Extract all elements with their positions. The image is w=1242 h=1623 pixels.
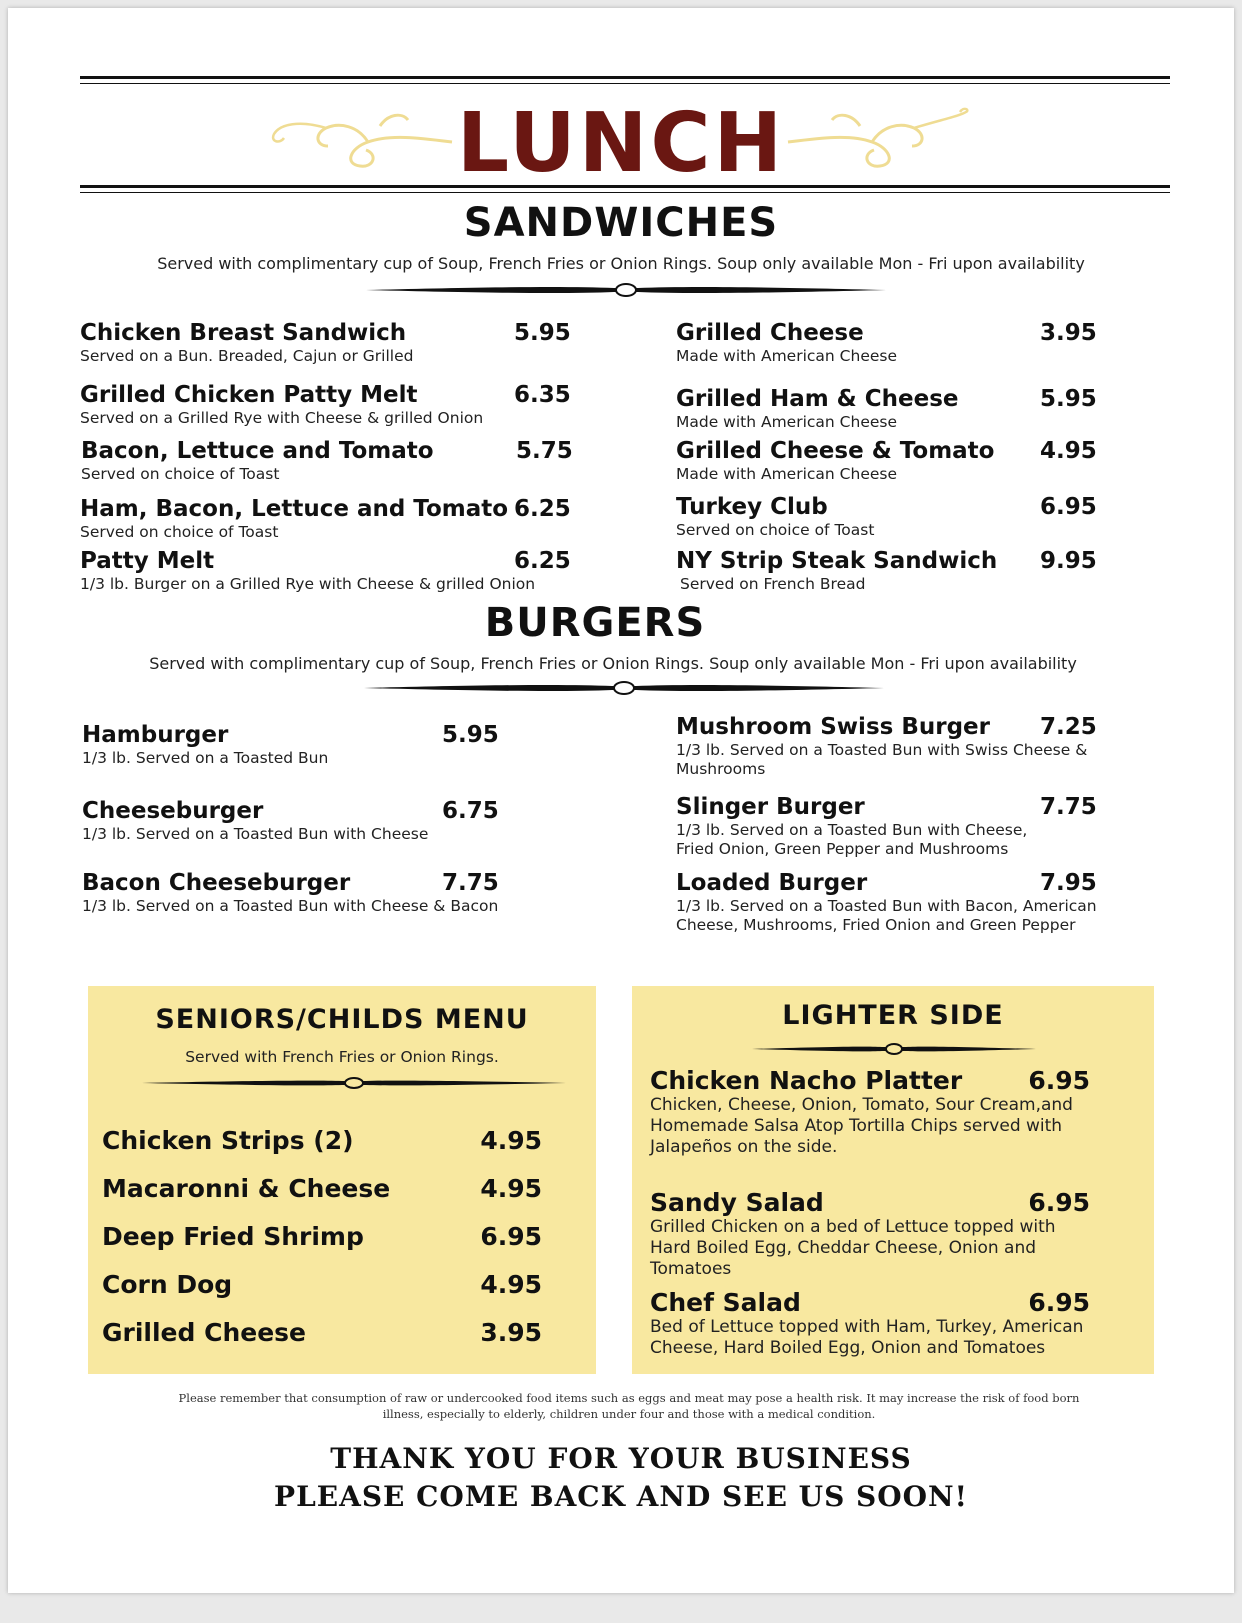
- thanks-line-2: PLEASE COME BACK AND SEE US SOON!: [274, 1480, 968, 1513]
- sandwiches-title: SANDWICHES: [463, 200, 779, 246]
- item-price: 4.95: [480, 1270, 542, 1299]
- sandwiches-note: Served with complimentary cup of Soup, French Fries or Onion Rings. Soup only available Mon - Fri upon availability: [157, 254, 1085, 273]
- seniors-item: [102, 1318, 542, 1347]
- item-name: Deep Fried Shrimp: [102, 1222, 364, 1251]
- item-name: Grilled Cheese: [676, 320, 864, 346]
- item-desc: Served on choice of Toast: [81, 465, 280, 483]
- item-desc: Made with American Cheese: [676, 465, 898, 483]
- seniors-item: [102, 1270, 542, 1299]
- item-price: 6.95: [1028, 1066, 1090, 1095]
- menu-item: [82, 722, 328, 768]
- item-price: 4.95: [480, 1174, 542, 1203]
- sandwiches-divider-icon: [366, 282, 886, 298]
- seniors-title: SENIORS/CHILDS MENU: [155, 1004, 529, 1035]
- seniors-note: Served with French Fries or Onion Rings.: [185, 1048, 499, 1066]
- item-price: 5.95: [514, 320, 571, 346]
- item-desc: Chicken, Cheese, Onion, Tomato, Sour Cream,and Homemade Salsa Atop Tortilla Chips served with Jalapeños on the side.: [650, 1095, 1073, 1157]
- menu-item: [676, 494, 874, 540]
- item-price: 6.75: [442, 798, 499, 824]
- item-price: 6.95: [1040, 494, 1097, 520]
- item-price: 9.95: [1040, 548, 1097, 574]
- item-price: 6.25: [514, 548, 571, 574]
- item-desc: 1/3 lb. Served on a Toasted Bun with Cheese: [82, 825, 429, 843]
- menu-item: [80, 548, 535, 594]
- item-price: 6.95: [480, 1222, 542, 1251]
- menu-item: [82, 798, 428, 844]
- burgers-note: Served with complimentary cup of Soup, French Fries or Onion Rings. Soup only available Mon - Fri upon availability: [149, 654, 1077, 673]
- thanks-line-1: THANK YOU FOR YOUR BUSINESS: [330, 1442, 912, 1475]
- middle-rule: [80, 185, 1170, 188]
- item-desc: Made with American Cheese: [676, 347, 898, 365]
- item-name: Macaronni & Cheese: [102, 1174, 391, 1203]
- item-desc: Bed of Lettuce topped with Ham, Turkey, American Cheese, Hard Boiled Egg, Onion and Tomatoes: [650, 1317, 1084, 1358]
- item-price: 4.95: [480, 1126, 542, 1155]
- item-price: 5.95: [1040, 386, 1097, 412]
- item-desc: Served on choice of Toast: [80, 523, 279, 541]
- item-price: 4.95: [1040, 438, 1097, 464]
- item-price: 3.95: [480, 1318, 542, 1347]
- menu-item: [676, 320, 897, 366]
- menu-item: [676, 794, 1036, 859]
- menu-item: [82, 870, 498, 916]
- item-name: Bacon Cheeseburger: [82, 870, 351, 896]
- item-price: 6.95: [1028, 1288, 1090, 1317]
- burgers-divider-icon: [364, 680, 884, 696]
- menu-item: [80, 382, 483, 428]
- item-price: 7.95: [1040, 870, 1097, 896]
- seniors-divider-icon: [142, 1076, 566, 1090]
- top-rule-thin: [80, 83, 1170, 84]
- menu-page: [8, 8, 1234, 1593]
- burgers-title: BURGERS: [484, 600, 706, 646]
- item-price: 7.25: [1040, 714, 1097, 740]
- seniors-childs-box: [88, 986, 596, 1374]
- item-desc: 1/3 lb. Served on a Toasted Bun with Swiss Cheese & Mushrooms: [676, 741, 1088, 778]
- item-name: Chicken Breast Sandwich: [80, 320, 407, 346]
- seniors-item: [102, 1174, 542, 1203]
- lighter-item: [650, 1288, 1090, 1359]
- seniors-item: [102, 1222, 542, 1251]
- item-name: Turkey Club: [676, 494, 828, 520]
- item-price: 7.75: [1040, 794, 1097, 820]
- item-name: Patty Melt: [80, 548, 215, 574]
- item-price: 6.25: [514, 496, 571, 522]
- item-name: Chicken Strips (2): [102, 1126, 354, 1155]
- item-desc: Made with American Cheese: [676, 413, 898, 431]
- item-name: Corn Dog: [102, 1270, 233, 1299]
- item-price: 5.75: [516, 438, 573, 464]
- menu-item: [676, 438, 994, 484]
- item-desc: 1/3 lb. Served on a Toasted Bun with Bacon, American Cheese, Mushrooms, Fried Onion and Green Pepper: [676, 897, 1097, 934]
- item-name: Grilled Chicken Patty Melt: [80, 382, 418, 408]
- lighter-item: [650, 1066, 1090, 1158]
- item-desc: 1/3 lb. Served on a Toasted Bun: [82, 749, 329, 767]
- item-desc: Grilled Chicken on a bed of Lettuce topped with Hard Boiled Egg, Cheddar Cheese, Onion and Tomatoes: [650, 1217, 1056, 1279]
- item-desc: 1/3 lb. Burger on a Grilled Rye with Cheese & grilled Onion: [80, 575, 536, 593]
- item-price: 5.95: [442, 722, 499, 748]
- item-name: Slinger Burger: [676, 794, 865, 820]
- menu-item: [80, 320, 413, 366]
- item-name: Grilled Cheese: [102, 1318, 307, 1347]
- menu-item: [676, 386, 959, 432]
- item-price: 7.75: [442, 870, 499, 896]
- lighter-side-box: [632, 986, 1154, 1374]
- item-name: Chicken Nacho Platter: [650, 1066, 963, 1095]
- middle-rule-thin: [80, 192, 1170, 193]
- lighter-item: [650, 1188, 1090, 1280]
- item-name: Chef Salad: [650, 1288, 801, 1317]
- item-name: Sandy Salad: [650, 1188, 824, 1217]
- item-desc: 1/3 lb. Served on a Toasted Bun with Cheese & Bacon: [82, 897, 499, 915]
- item-name: Hamburger: [82, 722, 229, 748]
- item-name: NY Strip Steak Sandwich: [676, 548, 998, 574]
- item-desc: Served on French Bread: [680, 575, 866, 593]
- menu-item: [80, 496, 508, 542]
- item-name: Bacon, Lettuce and Tomato: [81, 438, 434, 464]
- page-title: LUNCH: [456, 96, 786, 191]
- item-desc: Served on choice of Toast: [676, 521, 875, 539]
- item-name: Ham, Bacon, Lettuce and Tomato: [80, 496, 509, 522]
- health-disclaimer: Please remember that consumption of raw or undercooked food items such as eggs and meat may pose a health risk. It may increase the risk of food born illness, especially to elderly, children under four and those with a medical condition.: [178, 1391, 1080, 1421]
- item-price: 6.95: [1028, 1188, 1090, 1217]
- item-price: 3.95: [1040, 320, 1097, 346]
- item-desc: Served on a Grilled Rye with Cheese & grilled Onion: [80, 409, 484, 427]
- menu-item: [676, 714, 1096, 779]
- item-name: Cheeseburger: [82, 798, 264, 824]
- top-rule: [80, 76, 1170, 79]
- item-name: Loaded Burger: [676, 870, 868, 896]
- menu-item: [676, 548, 997, 594]
- lighter-divider-icon: [752, 1042, 1036, 1056]
- seniors-item: [102, 1126, 542, 1155]
- item-name: Mushroom Swiss Burger: [676, 714, 990, 740]
- item-name: Grilled Cheese & Tomato: [676, 438, 995, 464]
- item-desc: 1/3 lb. Served on a Toasted Bun with Cheese, Fried Onion, Green Pepper and Mushrooms: [676, 821, 1028, 858]
- item-name: Grilled Ham & Cheese: [676, 386, 959, 412]
- menu-item: [81, 438, 434, 484]
- item-price: 6.35: [514, 382, 571, 408]
- lighter-title: LIGHTER SIDE: [782, 1000, 1004, 1031]
- item-desc: Served on a Bun. Breaded, Cajun or Grilled: [80, 347, 414, 365]
